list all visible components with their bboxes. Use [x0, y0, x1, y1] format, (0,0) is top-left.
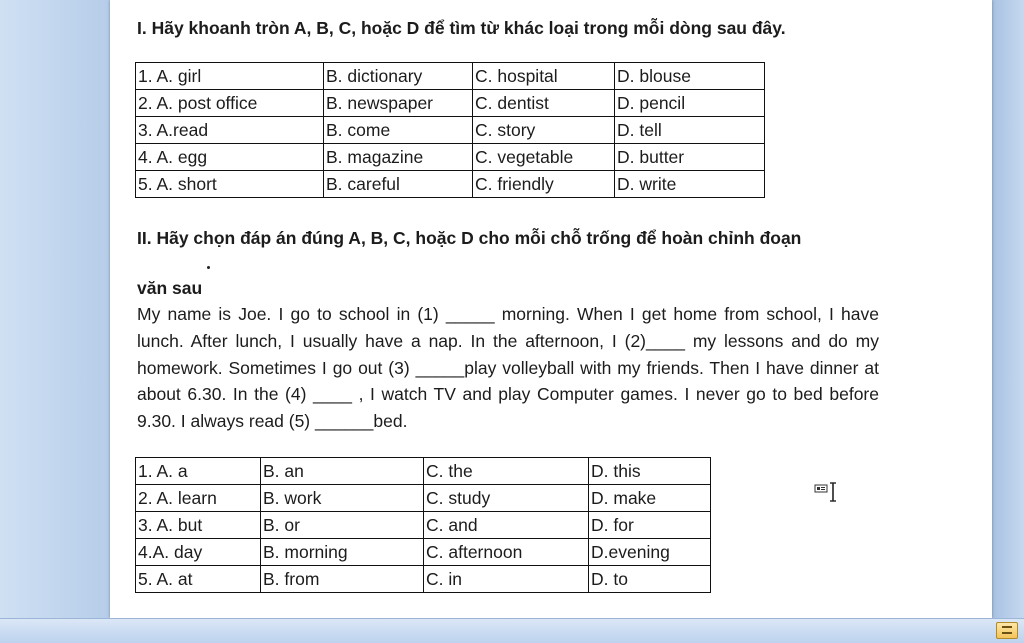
option-cell: 5. A. at — [136, 566, 261, 593]
option-cell: B. work — [261, 485, 424, 512]
answer-row — [136, 566, 711, 593]
question-row — [136, 63, 765, 90]
option-cell: C. study — [424, 485, 589, 512]
answer-row — [136, 485, 711, 512]
option-cell: D. pencil — [615, 90, 765, 117]
option-cell: 1. A. a — [136, 458, 261, 485]
status-bar — [0, 618, 1024, 643]
option-cell: 4.A. day — [136, 539, 261, 566]
option-cell: 4. A. egg — [136, 144, 324, 171]
option-cell: 2. A. post office — [136, 90, 324, 117]
question-row — [136, 144, 765, 171]
layout-view-icon[interactable] — [996, 622, 1018, 639]
answer-row — [136, 512, 711, 539]
option-cell: B. careful — [324, 171, 473, 198]
option-cell: D. this — [589, 458, 711, 485]
option-cell: B. dictionary — [324, 63, 473, 90]
left-margin-background — [0, 0, 110, 618]
option-cell: D. tell — [615, 117, 765, 144]
question-row — [136, 117, 765, 144]
option-cell: 5. A. short — [136, 171, 324, 198]
option-cell: C. the — [424, 458, 589, 485]
option-cell: C. hospital — [473, 63, 615, 90]
option-cell: B. newspaper — [324, 90, 473, 117]
option-cell: B. or — [261, 512, 424, 539]
option-cell: D.evening — [589, 539, 711, 566]
option-cell: D. for — [589, 512, 711, 539]
option-cell: B. come — [324, 117, 473, 144]
answer-row — [136, 458, 711, 485]
right-margin-background — [992, 0, 1024, 618]
option-cell: 2. A. learn — [136, 485, 261, 512]
document-page[interactable] — [110, 0, 992, 618]
option-cell: D. blouse — [615, 63, 765, 90]
section-1-table — [135, 62, 765, 198]
option-cell: D. to — [589, 566, 711, 593]
option-cell: D. make — [589, 485, 711, 512]
option-cell: B. morning — [261, 539, 424, 566]
option-cell: D. write — [615, 171, 765, 198]
option-cell: 3. A. but — [136, 512, 261, 539]
section-2-table — [135, 457, 711, 593]
option-cell: 1. A. girl — [136, 63, 324, 90]
stray-dot — [207, 266, 210, 269]
option-cell: C. afternoon — [424, 539, 589, 566]
option-cell: D. butter — [615, 144, 765, 171]
option-cell: C. story — [473, 117, 615, 144]
text-cursor-icon — [814, 480, 840, 504]
option-cell: C. in — [424, 566, 589, 593]
section-2-heading-continued: văn sau — [137, 278, 203, 298]
question-row — [136, 90, 765, 117]
option-cell: B. an — [261, 458, 424, 485]
section-2-heading: II. Hãy chọn đáp án đúng A, B, C, hoặc D cho mỗi chỗ trống để hoàn chỉnh đoạn — [137, 228, 802, 248]
option-cell: C. and — [424, 512, 589, 539]
option-cell: C. vegetable — [473, 144, 615, 171]
reading-passage: My name is Joe. I go to school in (1) _____ morning. When I get home from school, I have lunch. After lunch, I usually have a nap. In the afternoon, I (2)____ my lessons and do my homework. Sometimes I go out (3) _____play volleyball with my friends. Then I have dinner at about 6.30. In the (4) ____ , I watch TV and play Computer games. I never go to bed before 9.30. I always read (5) ______bed. — [137, 304, 879, 432]
option-cell: B. magazine — [324, 144, 473, 171]
answer-row — [136, 539, 711, 566]
option-cell: C. friendly — [473, 171, 615, 198]
section-1-heading: I. Hãy khoanh tròn A, B, C, hoặc D để tìm từ khác loại trong mỗi dòng sau đây. — [137, 18, 786, 38]
question-row — [136, 171, 765, 198]
option-cell: B. from — [261, 566, 424, 593]
option-cell: 3. A.read — [136, 117, 324, 144]
option-cell: C. dentist — [473, 90, 615, 117]
